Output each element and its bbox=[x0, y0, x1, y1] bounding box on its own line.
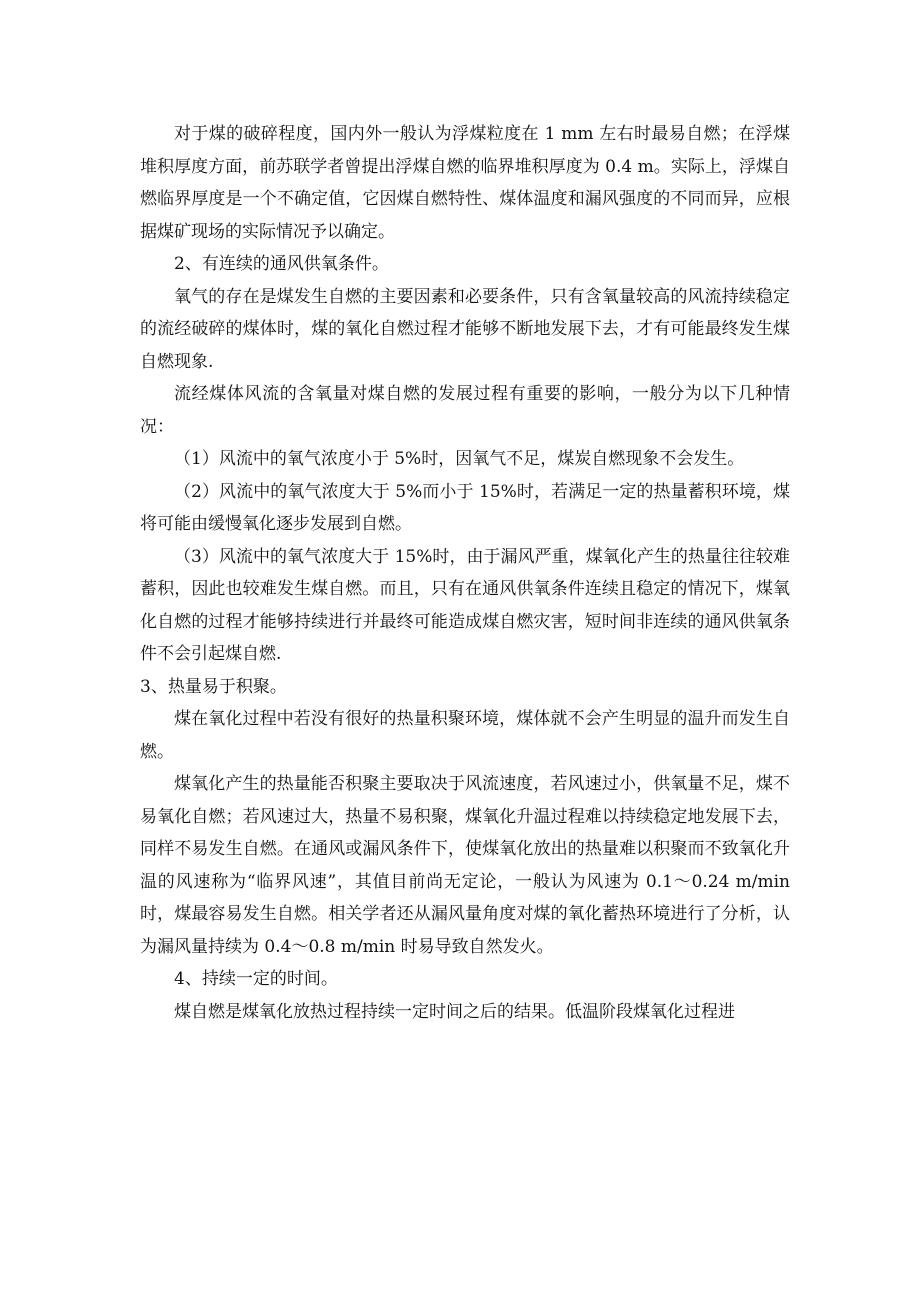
paragraph-heat-environment: 煤在氧化过程中若没有很好的热量积聚环境，煤体就不会产生明显的温升而发生自燃。 bbox=[140, 709, 790, 762]
paragraph-crushing-degree: 对于煤的破碎程度，国内外一般认为浮煤粒度在 1 mm 左右时最易自燃；在浮煤堆积厚度方面，前苏联学者曾提出浮煤自燃的临界堆积厚度为 0.4 m。实际上，浮煤自燃临界厚度是一个不确定值，它因煤自燃特性、煤体温度和漏风强度的不同而异，应根据煤矿现场的实际情况予以确定。 bbox=[140, 124, 790, 242]
heading-duration: 4、持续一定的时间。 bbox=[174, 969, 338, 989]
paragraph-critical-wind-speed: 煤氧化产生的热量能否积聚主要取决于风流速度，若风速过小，供氧量不足，煤不易氧化自燃；若风速过大，热量不易积聚，煤氧化升温过程难以持续稳定地发展下去，同样不易发生自燃。在通风或漏风条件下，使煤氧化放出的热量难以积聚而不致氧化升温的风速称为“临界风速”，其值目前尚无定论，一般认为风速为 0.1～0.24 m/min 时，煤最容易发生自燃。相关学者还从漏风量角度对煤的氧化蓄热环境进行了分析，认为漏风量持续为 0.4～0.8 m/min 时易导致自然发火。 bbox=[140, 774, 790, 957]
heading-ventilation-oxygen: 2、有连续的通风供氧条件。 bbox=[174, 254, 389, 274]
paragraph-duration: 煤自燃是煤氧化放热过程持续一定时间之后的结果。低温阶段煤氧化过程进 bbox=[174, 1001, 735, 1022]
paragraph-oxygen-content: 流经煤体风流的含氧量对煤自燃的发展过程有重要的影响，一般分为以下几种情况： bbox=[140, 384, 790, 437]
document-body bbox=[140, 118, 790, 1028]
paragraph-oxygen-role: 氧气的存在是煤发生自燃的主要因素和必要条件，只有含氧量较高的风流持续稳定的流经破碎的煤体时，煤的氧化自燃过程才能够不断地发展下去，才有可能最终发生煤自燃现象. bbox=[140, 286, 790, 372]
list-item-oxygen-below-5: （1）风流中的氧气浓度小于 5%时，因氧气不足，煤炭自燃现象不会发生。 bbox=[174, 449, 745, 469]
list-item-oxygen-5-to-15: （2）风流中的氧气浓度大于 5%而小于 15%时，若满足一定的热量蓄积环境，煤将可能由缓慢氧化逐步发展到自燃。 bbox=[140, 481, 790, 534]
heading-heat-accumulation: 3、热量易于积聚。 bbox=[140, 676, 287, 697]
list-item-oxygen-above-15: （3）风流中的氧气浓度大于 15%时，由于漏风严重，煤氧化产生的热量往往较难蓄积，因此也较难发生煤自燃。而且，只有在通风供氧条件连续且稳定的情况下，煤氧化自燃的过程才能够持续进行并最终可能造成煤自燃灾害，短时间非连续的通风供氧条件不会引起煤自燃. bbox=[140, 546, 790, 664]
